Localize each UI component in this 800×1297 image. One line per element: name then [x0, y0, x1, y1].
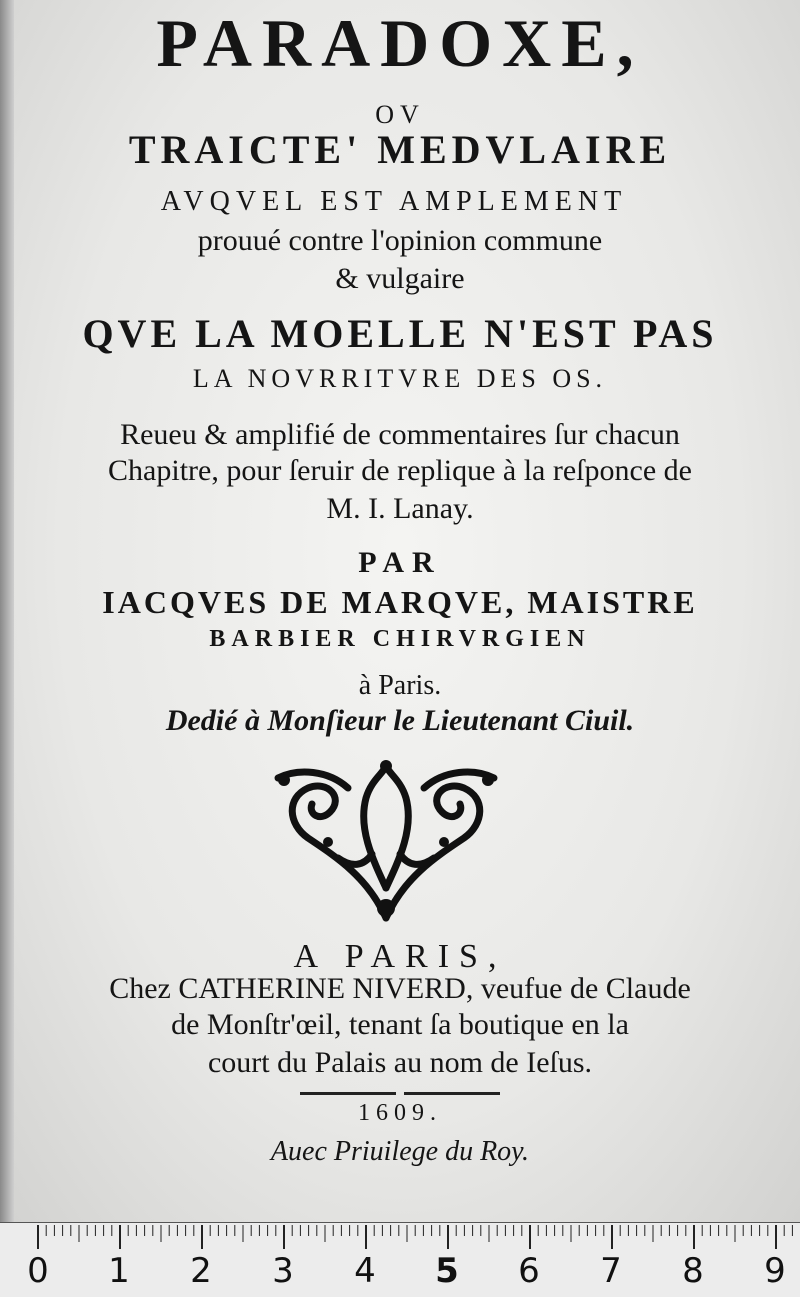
- author-name: IACQVES DE MARQVE, MAISTRE: [102, 584, 698, 620]
- divider-rule-right: [404, 1092, 500, 1095]
- imprint-city: A PARIS,: [293, 938, 507, 975]
- publication-year: 1609.: [358, 1100, 442, 1126]
- by-label: PAR: [358, 546, 442, 579]
- ruler-number: 4: [354, 1251, 376, 1291]
- ruler-number: 6: [518, 1251, 540, 1291]
- subtitle-auquel: AVQVEL EST AMPLEMENT: [160, 186, 628, 217]
- ruler-number: 8: [682, 1251, 704, 1291]
- ruler-number: 0: [27, 1251, 49, 1291]
- author-city: à Paris.: [358, 670, 442, 701]
- dedication: Dedié à Monſieur le Lieutenant Ciuil.: [165, 704, 635, 737]
- royal-privilege: Auec Priuilege du Roy.: [270, 1136, 530, 1167]
- ruler-number: 7: [600, 1251, 622, 1291]
- fleuron-ornament-icon: [268, 758, 504, 926]
- revision-note-2: Chapitre, pour ſeruir de replique à la reſponce de: [108, 454, 692, 487]
- divider-rule-left: [300, 1092, 396, 1095]
- subtitle-prouue: prouué contre l'opinion commune: [197, 224, 603, 257]
- author-profession: BARBIER CHIRVRGIEN: [209, 626, 591, 652]
- measurement-ruler: [0, 1222, 800, 1297]
- subtitle-traicte: TRAICTE' MEDVLAIRE: [128, 127, 672, 172]
- revision-note-3: M. I. Lanay.: [326, 492, 474, 525]
- thesis-line: QVE LA MOELLE N'EST PAS: [82, 311, 718, 356]
- imprint-address-1: de Monſtr'œil, tenant ſa boutique en la: [171, 1008, 629, 1041]
- revision-note-1: Reueu & amplifié de commentaires ſur chacun: [120, 418, 680, 451]
- imprint-address-2: court du Palais au nom de Ieſus.: [207, 1046, 593, 1079]
- ruler-number: 1: [108, 1251, 130, 1291]
- thesis-line-2: LA NOVRRITVRE DES OS.: [192, 364, 608, 393]
- subtitle-vulgaire: & vulgaire: [335, 262, 465, 295]
- book-title: PARADOXE,: [156, 5, 644, 81]
- imprint-printer: Chez CATHERINE NIVERD, veufue de Claude: [109, 972, 691, 1005]
- ruler-number: 3: [272, 1251, 294, 1291]
- ruler-number: 2: [190, 1251, 212, 1291]
- ruler-number: 9: [764, 1251, 786, 1291]
- ruler-number: 5: [435, 1251, 459, 1291]
- subtitle-ou: OV: [375, 100, 425, 129]
